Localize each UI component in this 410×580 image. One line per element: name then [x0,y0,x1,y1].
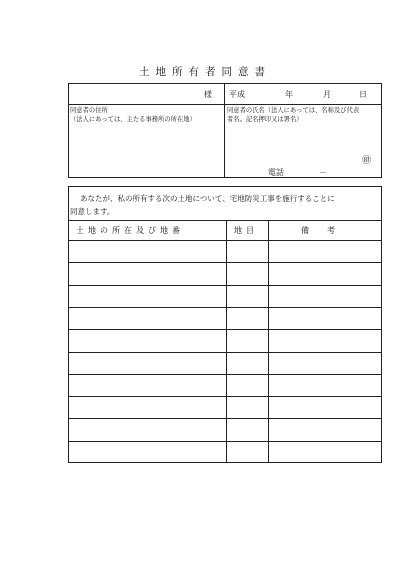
phone-label: 電話 [268,168,284,177]
table-row [68,307,382,308]
seal-mark: ㊞ [362,156,372,166]
consent-text-line1: あなたが、私の所有する次の土地について、宅地防災工事を施行することに [80,194,335,203]
date-year-label: 年 [285,90,293,99]
addressee-suffix: 様 [204,90,212,99]
table-row [68,418,382,419]
column-divider-2 [268,220,269,463]
header-top-border [68,220,382,221]
top-table [68,83,382,178]
table-row [68,262,382,263]
header-land-category: 地目 [234,226,258,235]
date-era: 平成 [229,90,245,99]
top-table-column-divider [224,83,225,178]
name-note: 者名。記名押印又は署名） [227,116,303,123]
table-row [68,441,382,442]
table-row [68,329,382,330]
phone-dash: － [319,168,327,177]
table-row [68,240,382,241]
header-location: 土地の所在及び地番 [76,226,184,235]
column-divider-1 [226,220,227,463]
date-day-label: 日 [359,90,367,99]
consent-text-line2: 同意します。 [70,207,115,216]
table-row [68,352,382,353]
address-label: 同意者の住所 [70,107,108,114]
address-note: （法人にあっては、主たる事務所の所在地） [70,116,196,123]
top-table-row-divider [68,104,382,105]
table-row [68,374,382,375]
name-label: 同意者の氏名（法人にあっては、名称及び代表 [227,107,360,114]
date-month-label: 月 [323,90,331,99]
document-title: 土地所有者同意書 [139,66,271,78]
header-remarks: 備考 [301,226,353,235]
table-row [68,396,382,397]
table-row [68,285,382,286]
